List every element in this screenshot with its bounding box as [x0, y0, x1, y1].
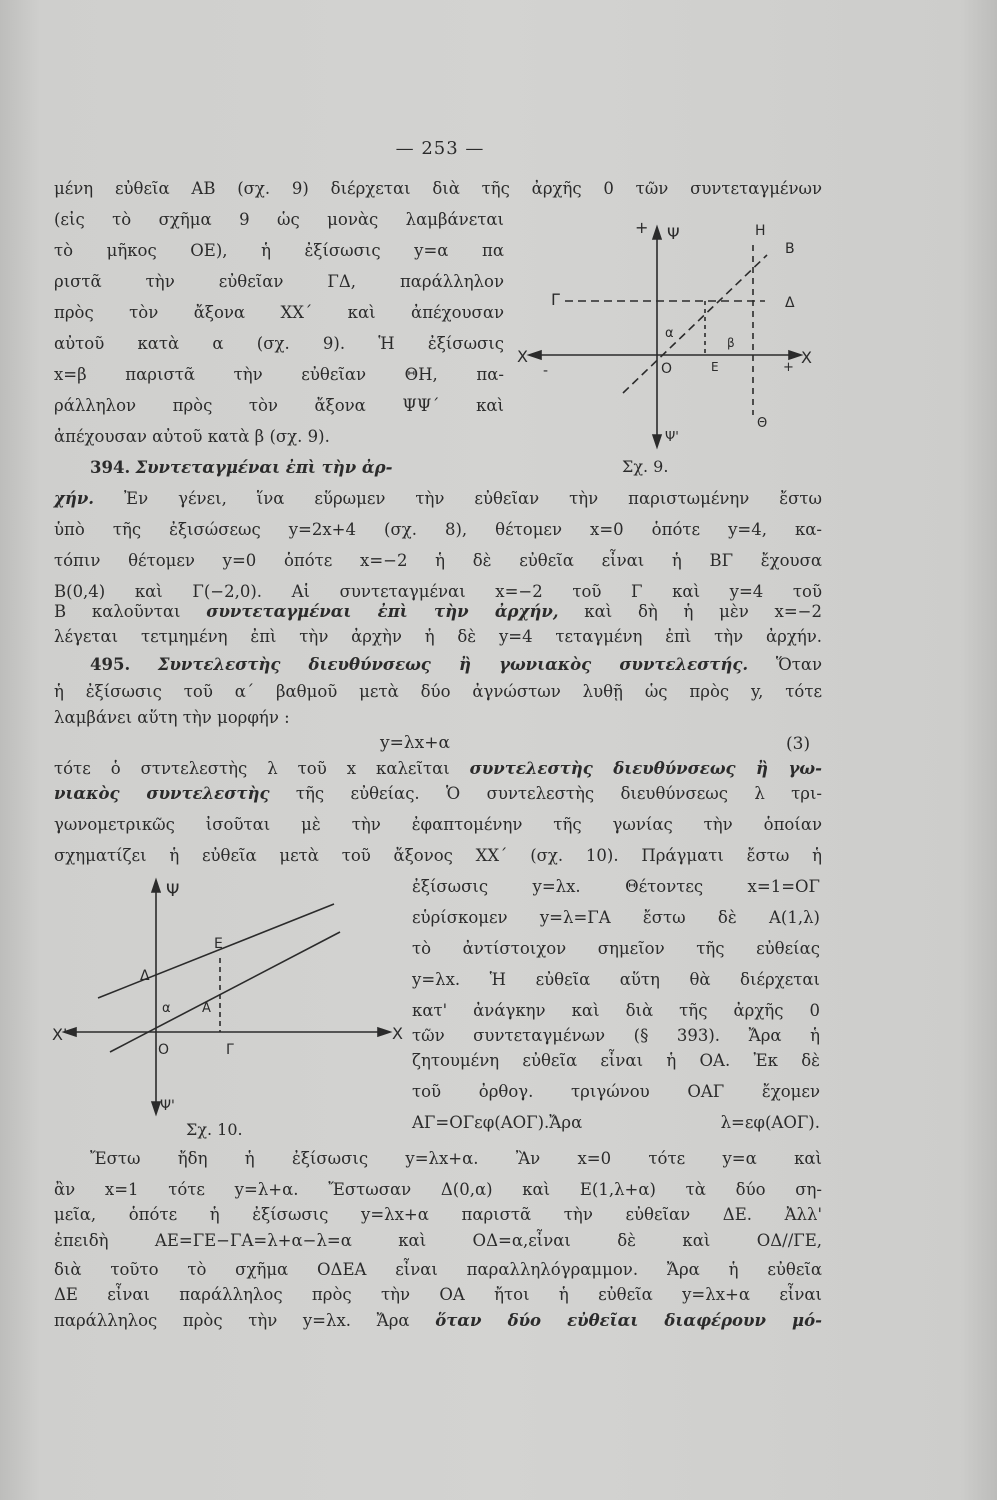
emphasis: νιακὸς συντελεστὴς [54, 784, 270, 803]
line-AB [623, 255, 767, 393]
text-line: τοῦ ὀρθογ. τριγώνου ΟΑΓ ἔχομεν [412, 1082, 820, 1101]
section-394-heading [90, 457, 392, 479]
label-E: Ε [214, 936, 223, 952]
section-395-heading [90, 654, 822, 676]
text-line: τῶν συντεταγμένων (§ 393). Ἄρα ἡ [412, 1026, 820, 1045]
label-gamma: Γ [551, 290, 560, 309]
text-span: Ὅταν [775, 655, 823, 674]
figure-9-caption: Σχ. 9. [622, 457, 669, 476]
label-Delta: Δ [140, 968, 150, 984]
x-axis-arrow-right [378, 1028, 390, 1036]
text-line: σχηματίζει ἡ εὐθεῖα μετὰ τοῦ ἄξονος ΧΧ΄ (σχ. 10). Πράγματι ἔστω ἡ [54, 846, 822, 865]
figure-10-caption: Σχ. 10. [186, 1120, 243, 1139]
label-X-right: Χ [801, 348, 812, 367]
text-line: ἐξίσωσις y=λx. Θέτοντες x=1=ΟΓ [412, 877, 820, 896]
text-span: Β καλοῦνται [54, 602, 181, 621]
text-line: Β(0,4) καὶ Γ(−2,0). Αἱ συντεταγμέναι x=−2 τοῦ Γ καὶ y=4 τοῦ [54, 582, 822, 601]
y-axis-arrow-down [152, 1102, 160, 1114]
figure-10 [50, 870, 410, 1150]
text-line [54, 488, 822, 510]
line-OA [110, 932, 340, 1052]
label-minus: - [543, 363, 549, 379]
label-plus: + [635, 218, 649, 237]
text-line [54, 601, 822, 623]
text-line: λαμβάνει αὕτη τὴν μορφήν : [54, 708, 290, 727]
text-line: ζητουμένη εὐθεῖα εἶναι ἡ ΟΑ. Ἐκ δὲ [412, 1051, 820, 1070]
section-title: Συντεταγμέναι ἐπὶ τὴν ἀρ- [135, 458, 393, 477]
label-X-left: Χ [517, 347, 528, 366]
text-line: (εἰς τὸ σχῆμα 9 ὡς μονὰς λαμβάνεται [54, 210, 504, 229]
equation-number: (3) [786, 734, 811, 754]
label-psi: Ψ [667, 224, 680, 243]
label-delta: Δ [785, 295, 795, 311]
figure-9 [505, 215, 825, 475]
text-line: ὑπὸ τῆς ἐξισώσεως y=2x+4 (σχ. 8), θέτομεν x=0 ὁπότε y=4, κα- [54, 520, 822, 539]
text-span: τῆς εὐθείας. Ὁ συντελεστὴς διευθύνσεως λ τρι- [295, 784, 823, 803]
label-A: Α [202, 1001, 211, 1016]
text-line: ριστᾶ τὴν εὐθεῖαν ΓΔ, παράλληλον [54, 272, 504, 291]
text-line: μεῖα, ὁπότε ἡ ἐξίσωσις y=λx+α παριστᾶ τὴν εὐθεῖαν ΔΕ. Ἀλλ' [54, 1205, 822, 1224]
x-axis-arrow-left [529, 351, 541, 359]
label-theta: Θ [757, 416, 768, 431]
text-line: διὰ τοῦτο τὸ σχῆμα ΟΔΕΑ εἶναι παραλληλόγραμμον. Ἄρα ἡ εὐθεῖα [54, 1260, 822, 1279]
label-O: Ο [661, 361, 673, 377]
emphasis: ὅταν δύο εὐθεῖαι διαφέρουν μό- [435, 1311, 822, 1330]
section-number: 495. [90, 655, 131, 674]
label-X-left: Χ' [52, 1025, 68, 1044]
text-line: y=λx. Ἡ εὐθεῖα αὕτη θὰ διέρχεται [412, 970, 820, 989]
text-line: τόπιν θέτομεν y=0 ὁπότε x=−2 ἡ δὲ εὐθεῖα εἶναι ἡ ΒΓ ἔχουσα [54, 551, 822, 570]
emphasis: συντελεστὴς διευθύνσεως ἢ γω- [469, 759, 822, 778]
text-line: γωνομετρικῶς ἰσοῦται μὲ τὴν ἐφαπτομένην τῆς γωνίας τὴν ὁποίαν [54, 815, 822, 834]
section-title-end: χήν. [54, 489, 95, 508]
text-line: πρὸς τὸν ἄξονα ΧΧ΄ καὶ ἀπέχουσαν [54, 303, 504, 322]
text-line: ἐπειδὴ ΑΕ=ΓΕ−ΓΑ=λ+α−λ=α καὶ ΟΔ=α,εἶναι δὲ καὶ ΟΔ//ΓΕ, [54, 1231, 822, 1250]
label-X-right: Χ [392, 1024, 403, 1043]
label-G: Γ [226, 1042, 234, 1058]
label-B: Β [785, 241, 795, 257]
text-line: x=β παριστᾶ τὴν εὐθεῖαν ΘΗ, πα- [54, 365, 504, 384]
text-span: Ἐν γένει, ἵνα εὕρωμεν τὴν εὐθεῖαν τὴν παριστωμένην ἔστω [124, 489, 823, 508]
section-number: 394. [90, 458, 131, 477]
section-title: Συντελεστὴς διευθύνσεως ἢ γωνιακὸς συντελεστής. [157, 655, 749, 674]
text-line [54, 758, 822, 780]
text-span: τότε ὁ στντελεστὴς λ τοῦ x καλεῖται [54, 759, 450, 778]
text-span: καὶ δὴ ἡ μὲν x=−2 [584, 602, 822, 621]
page-number: — 253 — [395, 138, 485, 159]
label-psi-prime: Ψ' [160, 1098, 175, 1114]
text-line: ΔΕ εἶναι παράλληλος πρὸς τὴν ΟΑ ἤτοι ἡ εὐθεῖα y=λx+α εἶναι [54, 1285, 822, 1304]
text-line: λέγεται τετμημένη ἐπὶ τὴν ἀρχὴν ἡ δὲ y=4 τεταγμένη ἐπὶ τὴν ἀρχήν. [54, 627, 822, 646]
text-line: κατ' ἀνάγκην καὶ διὰ τῆς ἀρχῆς 0 [412, 1001, 820, 1020]
label-alpha: α [665, 326, 674, 341]
label-psi: Ψ [166, 881, 180, 901]
text-line: ράλληλον πρὸς τὸν ἄξονα ΨΨ΄ καὶ [54, 396, 504, 415]
text-line [54, 783, 822, 805]
emphasis: συντεταγμέναι ἐπὶ τὴν ἀρχήν, [206, 602, 559, 621]
label-plus-right: + [783, 360, 794, 375]
label-beta: β [727, 336, 735, 350]
text-line: τὸ ἀντίστοιχον σημεῖον τῆς εὐθείας [412, 939, 820, 958]
label-O: Ο [158, 1042, 170, 1058]
text-line [54, 1310, 822, 1332]
equation: y=λx+α [380, 733, 450, 753]
y-axis-arrow-down [653, 435, 661, 447]
text-line: ΑΓ=ΟΓεφ(ΑΟΓ).Ἄρα λ=εφ(ΑΟΓ). [412, 1113, 820, 1132]
y-axis-arrow-up [653, 227, 661, 239]
text-line: ἡ ἐξίσωσις τοῦ α΄ βαθμοῦ μετὰ δύο ἀγνώστων λυθῇ ὡς πρὸς y, τότε [54, 682, 822, 701]
text-line: ἂν x=1 τότε y=λ+α. Ἔστωσαν Δ(0,α) καὶ Ε(1,λ+α) τὰ δύο ση- [54, 1180, 822, 1199]
text-line: εὑρίσκομεν y=λ=ΓΑ ἔστω δὲ Α(1,λ) [412, 908, 820, 927]
text-line: αὐτοῦ κατὰ α (σχ. 9). Ἡ ἐξίσωσις [54, 334, 504, 353]
x-axis-arrow-right [789, 351, 801, 359]
label-E: Ε [711, 360, 719, 374]
text-line: τὸ μῆκος ΟΕ), ἡ ἐξίσωσις y=α πα [54, 241, 504, 260]
label-H: Η [755, 223, 766, 239]
text-line: ἀπέχουσαν αὐτοῦ κατὰ β (σχ. 9). [54, 427, 330, 446]
text-span: παράλληλος πρὸς τὴν y=λx. Ἄρα [54, 1311, 410, 1330]
text-line: Ἔστω ἤδη ἡ ἐξίσωσις y=λx+α. Ἂν x=0 τότε y=α καὶ [90, 1149, 822, 1168]
label-psi-prime: Ψ' [665, 430, 679, 445]
y-axis-arrow-up [152, 880, 160, 892]
text-line: μένη εὐθεῖα ΑΒ (σχ. 9) διέρχεται διὰ τῆς ἀρχῆς 0 τῶν συντεταγμένων [54, 179, 822, 198]
label-alpha: α [162, 1001, 171, 1016]
